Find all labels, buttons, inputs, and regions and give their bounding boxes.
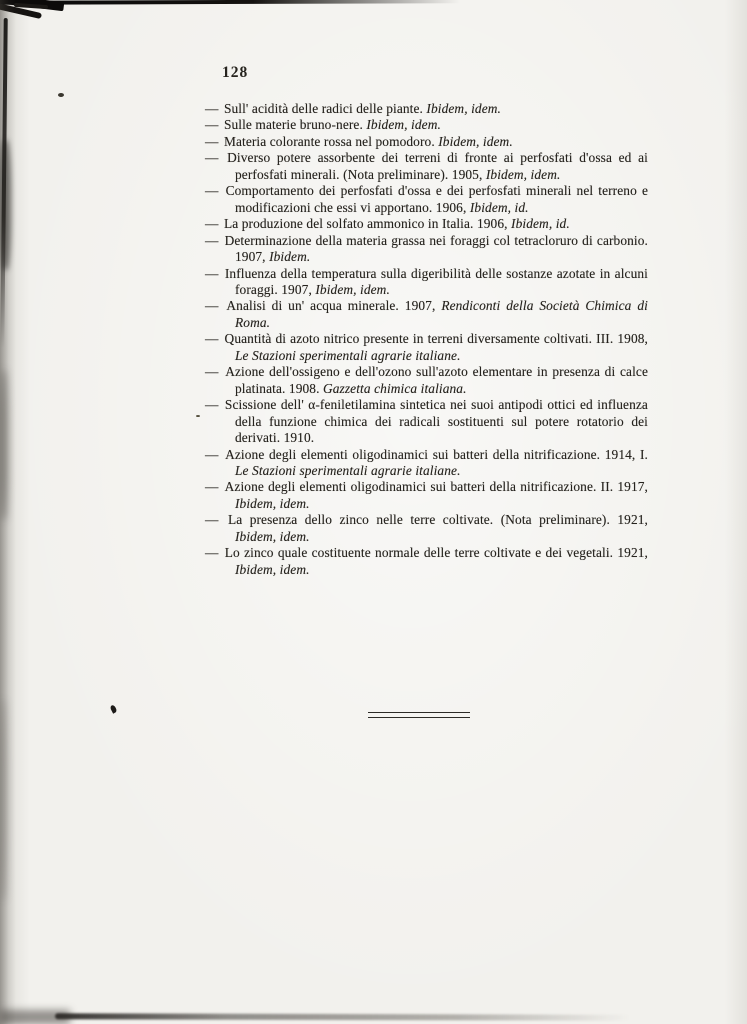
bibliography-entry bbox=[205, 101, 648, 117]
bibliography-entry bbox=[205, 117, 648, 133]
scan-artifact-left-blot bbox=[0, 140, 11, 270]
entry-text-italic: Ibidem, idem. bbox=[366, 117, 441, 133]
ink-speck bbox=[58, 93, 64, 97]
entry-dash: — bbox=[205, 133, 222, 149]
bibliography-entry bbox=[205, 479, 648, 512]
entry-text-italic: Ibidem, id. bbox=[469, 199, 529, 215]
entry-dash: — bbox=[205, 117, 222, 133]
page-number: 128 bbox=[222, 64, 249, 81]
entry-text: Azione degli elementi oligodinamici sui batteri della nitrificazione. II. 1917, bbox=[224, 479, 648, 495]
bibliography-list bbox=[205, 101, 648, 578]
bibliography-entry bbox=[205, 266, 648, 299]
entry-dash: — bbox=[205, 364, 224, 380]
bibliography-entry bbox=[205, 447, 648, 480]
bibliography-entry bbox=[205, 150, 648, 183]
entry-text: La produzione del solfato ammonico in Italia. 1906, bbox=[223, 216, 512, 232]
entry-dash: — bbox=[205, 101, 222, 116]
bibliography-entry bbox=[205, 298, 648, 331]
entry-text: Materia colorante rossa nel pomodoro. bbox=[223, 133, 439, 149]
entry-text: Diverso potere assorbente dei terreni di fronte ai perfosfati d'ossa ed ai perfosfati minerali. (Nota preliminare). 1905, bbox=[227, 150, 648, 182]
entry-dash: — bbox=[205, 479, 223, 495]
entry-text-italic: Ibidem, id. bbox=[511, 216, 570, 232]
bibliography-entry bbox=[205, 134, 648, 150]
entry-dash: — bbox=[205, 150, 226, 166]
scan-artifact-left-blot bbox=[0, 700, 7, 900]
entry-text-italic: Ibidem, idem. bbox=[235, 495, 310, 511]
entry-text: Sull' acidità delle radici delle piante. bbox=[223, 101, 427, 116]
entry-text-italic: Rendiconti della Società Chimica di Roma. bbox=[235, 298, 648, 330]
entry-text: Azione dell'ossigeno e dell'ozono sull'azoto elementare in presenza di calce platinata. 1908. bbox=[225, 364, 648, 396]
entry-text: Scissione dell' α-feniletilamina sintetica nei suoi antipodi ottici ed influenza della funzione chimica dei radicali sostituenti sul potere rotatorio dei derivati. 1910. bbox=[224, 397, 648, 446]
entry-text: Influenza della temperatura sulla digeribilità delle sostanze azotate in alcuni foraggi. 1907, bbox=[224, 265, 648, 297]
bibliography-entry bbox=[205, 364, 648, 397]
bibliography-entry bbox=[205, 233, 648, 266]
entry-text: Sulle materie bruno-nere. bbox=[223, 117, 367, 133]
entry-text: Azione degli elementi oligodinamici sui batteri della nitrificazione. 1914, I. bbox=[225, 446, 648, 462]
bibliography-entry bbox=[205, 397, 648, 446]
entry-dash: — bbox=[205, 512, 226, 528]
bibliography-entry bbox=[205, 216, 648, 232]
entry-text-italic: Ibidem, idem. bbox=[426, 101, 501, 116]
entry-text: Determinazione della materia grassa nei foraggi col tetracloruro di carbonio. 1907, bbox=[224, 232, 648, 265]
scan-artifact-left-blot bbox=[0, 370, 8, 520]
entry-dash: — bbox=[205, 446, 224, 462]
entry-dash: — bbox=[205, 183, 224, 199]
bibliography-entry bbox=[205, 512, 648, 545]
entry-text-italic: Ibidem, idem. bbox=[235, 528, 310, 544]
entry-text-italic: Ibidem, idem. bbox=[485, 166, 561, 182]
scan-artifact-left-edge bbox=[0, 0, 16, 1024]
bibliography-entry bbox=[205, 183, 648, 216]
scan-artifact-corner-mark bbox=[0, 3, 42, 19]
ink-speck bbox=[109, 704, 117, 713]
entry-dash: — bbox=[205, 397, 223, 413]
ink-speck bbox=[196, 415, 200, 417]
scan-artifact-left-line bbox=[0, 18, 7, 348]
entry-text-italic: Gazzetta chimica italiana. bbox=[322, 380, 467, 396]
entry-text-italic: Le Stazioni sperimentali agrarie italiane. bbox=[235, 347, 461, 363]
scan-artifact-top-edge bbox=[0, 0, 460, 5]
bibliography-entry bbox=[205, 545, 648, 578]
entry-text-italic: Ibidem, idem. bbox=[438, 133, 513, 149]
entry-text-italic: Ibidem, idem. bbox=[235, 561, 310, 577]
scan-artifact-corner-mark bbox=[14, 3, 48, 9]
bibliography-entry bbox=[205, 331, 648, 364]
entry-dash: — bbox=[205, 298, 225, 314]
entry-text: Quantità di azoto nitrico presente in terreni diversamente coltivati. III. 1908, bbox=[224, 331, 648, 347]
section-divider-double-rule bbox=[368, 712, 470, 718]
scan-artifact-bottom-corner bbox=[0, 1010, 70, 1024]
entry-dash: — bbox=[205, 331, 223, 347]
entry-text: Analisi di un' acqua minerale. 1907, bbox=[226, 298, 442, 314]
scan-artifact-corner-mark bbox=[0, 0, 64, 11]
entry-text-italic: Ibidem, idem. bbox=[315, 281, 390, 297]
entry-dash: — bbox=[205, 265, 223, 281]
entry-dash: — bbox=[205, 545, 223, 561]
entry-text-italic: Ibidem. bbox=[269, 249, 311, 265]
entry-dash: — bbox=[205, 232, 223, 248]
entry-text-italic: Le Stazioni sperimentali agrarie italiane. bbox=[235, 462, 461, 478]
entry-text: Lo zinco quale costituente normale delle terre coltivate e dei vegetali. 1921, bbox=[224, 545, 648, 561]
scan-artifact-bottom-edge bbox=[55, 1013, 630, 1021]
entry-text: La presenza dello zinco nelle terre coltivate. (Nota preliminare). 1921, bbox=[227, 512, 648, 528]
entry-text: Comportamento dei perfosfati d'ossa e dei perfosfati minerali nel terreno e modificazioni che essi vi apportano. 1906, bbox=[225, 183, 648, 215]
entry-dash: — bbox=[205, 216, 222, 232]
